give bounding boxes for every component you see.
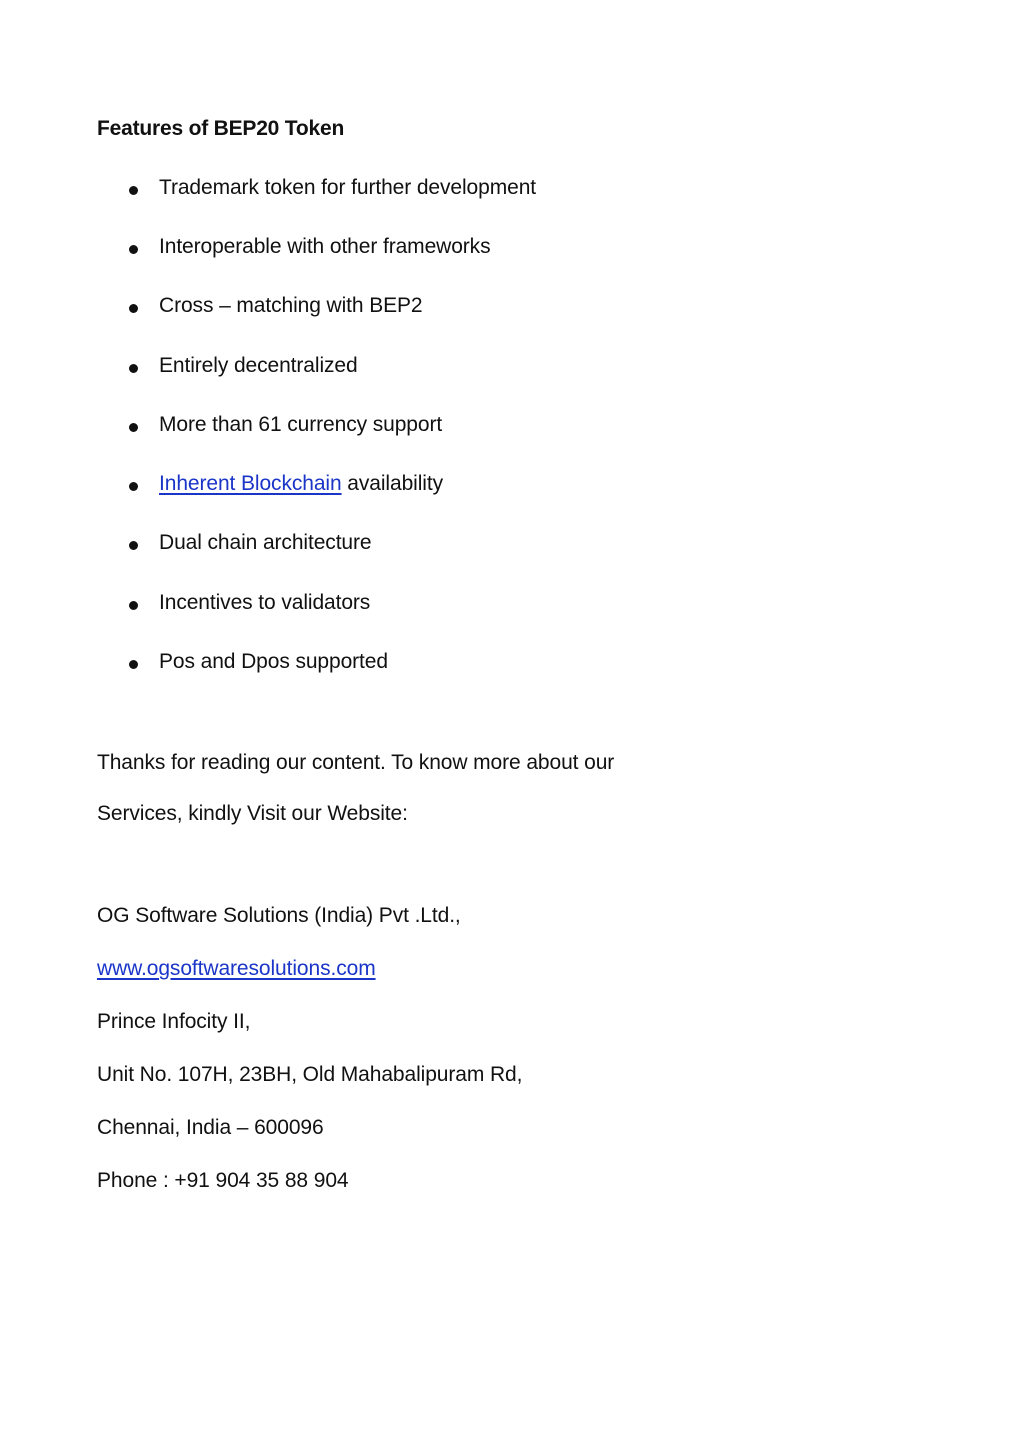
list-item-text: Cross – matching with BEP2 [159,294,423,317]
list-item-text: Entirely decentralized [159,354,358,377]
address-line-3: Chennai, India – 600096 [97,1116,324,1139]
website-link[interactable]: www.ogsoftwaresolutions.com [97,957,376,980]
list-item-text: Incentives to validators [159,591,371,614]
list-item-text: Interoperable with other frameworks [159,235,491,258]
list-item-text [159,472,443,496]
list-item-text: More than 61 currency support [159,413,443,436]
bullet-icon [129,304,138,313]
list-item-text: Trademark token for further development [159,176,537,199]
website-line [97,957,376,981]
section-heading: Features of BEP20 Token [97,117,345,140]
bullet-icon [129,660,138,669]
address-line-1: Prince Infocity II, [97,1010,251,1033]
bullet-icon [129,601,138,610]
bullet-icon [129,364,138,373]
address-line-2: Unit No. 107H, 23BH, Old Mahabalipuram Rd, [97,1063,523,1086]
closing-line-2: Services, kindly Visit our Website: [97,802,408,825]
company-name: OG Software Solutions (India) Pvt .Ltd., [97,904,461,927]
bullet-icon [129,423,138,432]
bullet-icon [129,245,138,254]
closing-line-1: Thanks for reading our content. To know more about our [97,751,615,774]
list-item-text: Pos and Dpos supported [159,650,388,673]
list-item-suffix: availability [341,472,443,495]
phone-number: Phone : +91 904 35 88 904 [97,1169,349,1192]
list-item-text: Dual chain architecture [159,531,372,554]
inherent-blockchain-link[interactable]: Inherent Blockchain [159,472,342,495]
bullet-icon [129,186,138,195]
bullet-icon [129,482,138,491]
bullet-icon [129,541,138,550]
